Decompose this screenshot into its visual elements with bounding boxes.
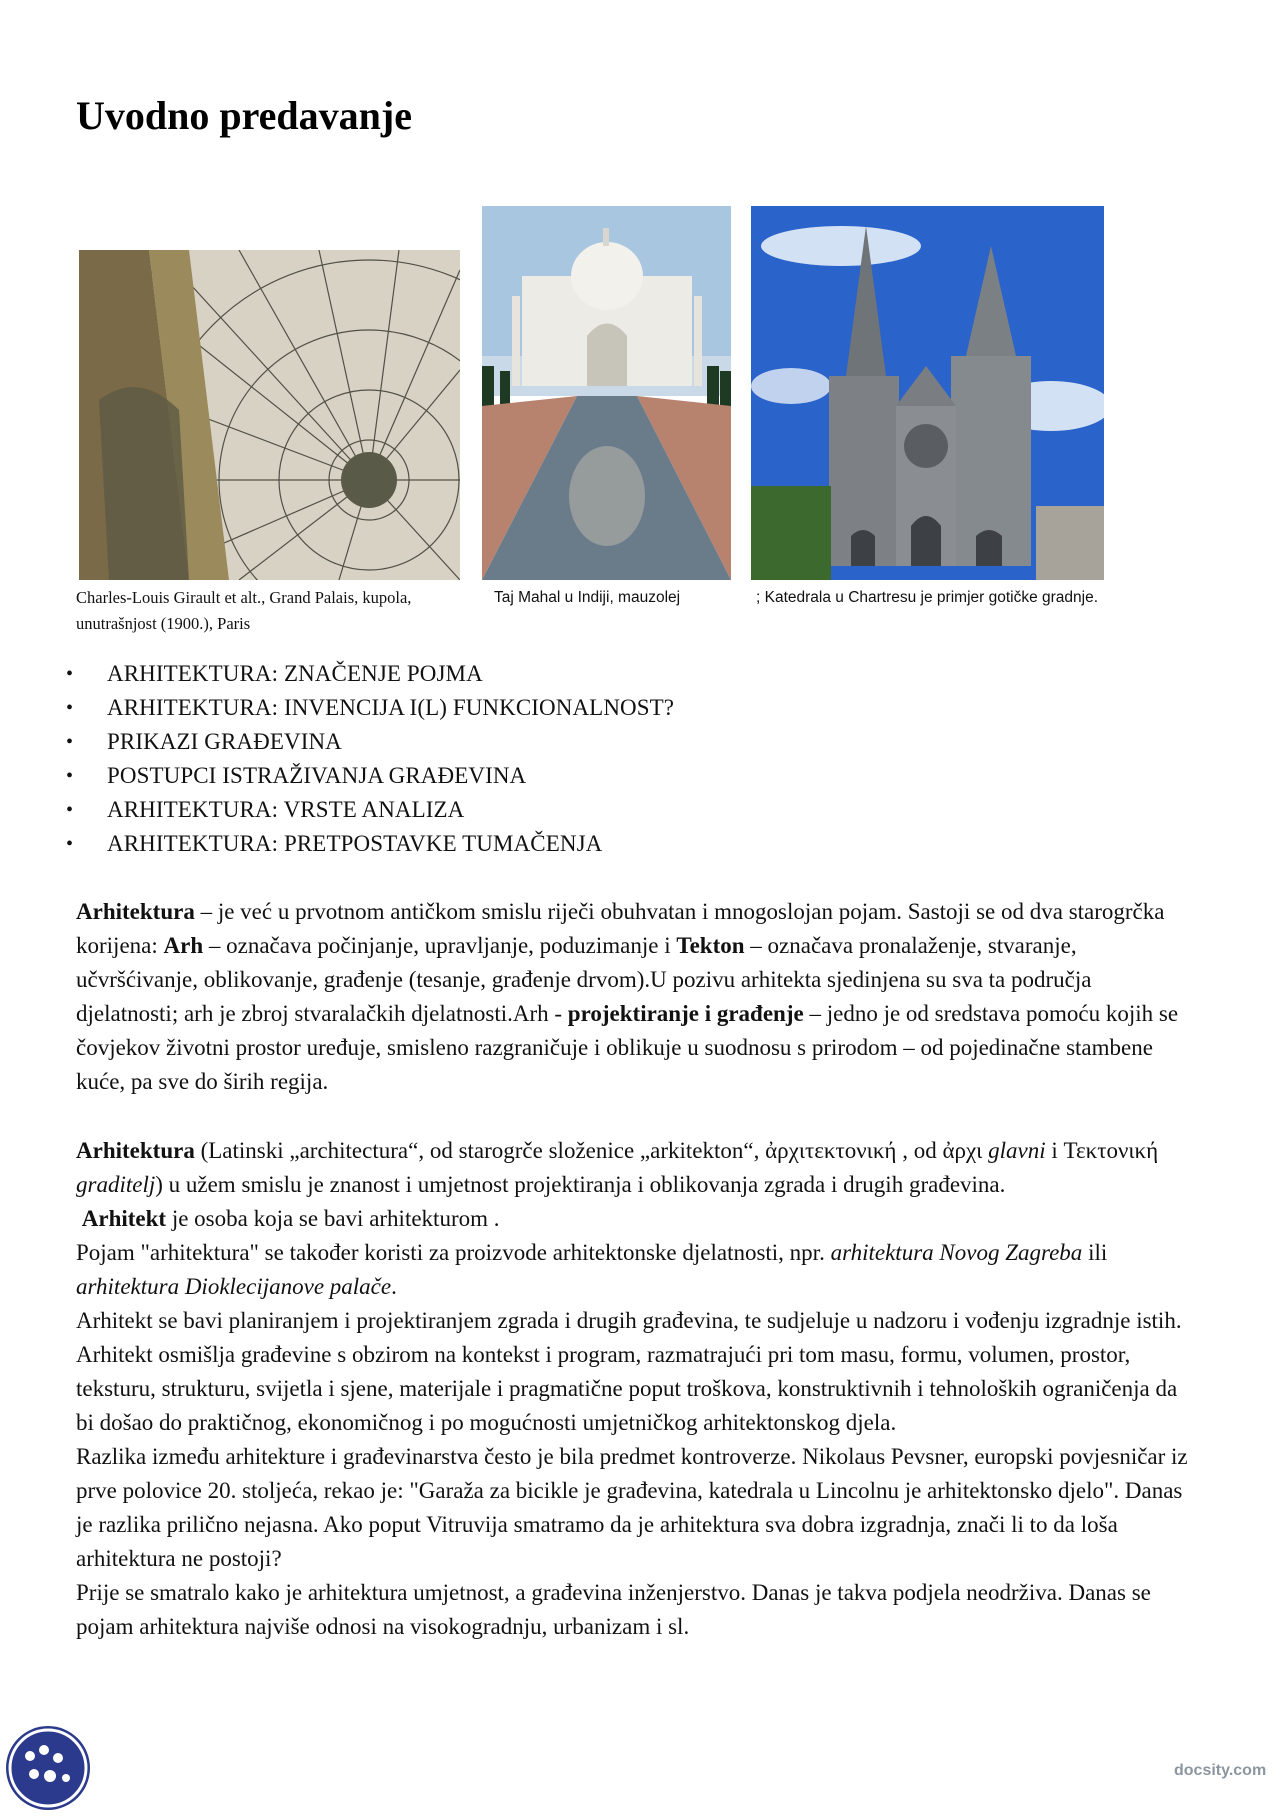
taj-mahal-caption: Taj Mahal u Indiji, mauzolej xyxy=(494,589,681,606)
usage-line xyxy=(76,1236,1196,1304)
bullet: • xyxy=(66,765,74,787)
chartres-cathedral-photo xyxy=(751,206,1104,580)
controversy-text: Razlika između arhitekture i građevinarstva često je bila predmet kontroverze. Nikolaus Pevsner, europski povjesničar iz prve polovice 20. stoljeća, rekao je: "Garaža za bicikle je građevina, katedrala u Lincolnu je arhitektonsko djelo". Danas je razlika prilično nejasna. Ako poput Vitruvija smatramo da je arhitektura sva dobra izgradnja, znači li to da loša arhitektura ne postoji? xyxy=(76,1444,1188,1571)
bold-term: Arhitektura xyxy=(76,1138,195,1163)
body-text: . xyxy=(391,1274,397,1299)
docsity-watermark: docsity.com xyxy=(1174,1762,1267,1779)
etymology-line xyxy=(76,1134,1196,1202)
body-text: je osoba koja se bavi arhitekturom . xyxy=(166,1206,500,1231)
docsity-logo xyxy=(0,1720,95,1811)
page-title: Uvodno predavanje xyxy=(76,93,412,138)
bullet: • xyxy=(66,663,74,685)
body-text: Pojam "arhitektura" se također koristi za proizvode arhitektonske djelatnosti, npr. xyxy=(76,1240,831,1265)
body-text: (Latinski „architectura“, od starogrče složenice „arkitekton“, ἀρχιτεκτονική , od ἀρχι xyxy=(194,1138,989,1163)
bold-term: Arhitektura xyxy=(76,899,195,924)
grand-palais-photo xyxy=(79,250,460,580)
bold-term: Tekton xyxy=(676,933,745,958)
list-item xyxy=(66,725,674,759)
body-text: ) u užem smislu je znanost i umjetnost projektiranja i oblikovanja zgrada i drugih građevina. xyxy=(155,1172,1006,1197)
body-text: – označava počinjanje, upravljanje, poduzimanje i xyxy=(203,933,677,958)
list-item xyxy=(66,691,674,725)
italic-term: graditelj xyxy=(76,1172,156,1197)
chartres-caption: ; Katedrala u Chartresu je primjer gotičke gradnje. xyxy=(756,589,1099,606)
grand-palais-caption: Charles-Louis Girault et alt., Grand Palais, kupola, unutrašnjost (1900.), Paris xyxy=(76,588,412,633)
bold-term: Arhitekt xyxy=(81,1206,167,1231)
topic-label: ARHITEKTURA: PRETPOSTAVKE TUMAČENJA xyxy=(107,831,603,856)
bold-term: projektiranje i građenje xyxy=(567,1001,804,1026)
topic-label: PRIKAZI GRAĐEVINA xyxy=(107,729,342,754)
body-text: – označava pronalaženje, stvaranje, učvršćivanje, oblikovanje, građenje (tesanje, građenje drvom).U pozivu arhitekta sjedinjena su sva ta područja djelatnosti; arh je zbroj stvaralačkih djelatnosti.Arh - xyxy=(76,933,1092,1026)
list-item xyxy=(66,657,674,691)
list-item xyxy=(66,827,674,861)
body-text: i Τεκτονική xyxy=(1045,1138,1159,1163)
body-text: – jedno je od sredstava pomoću kojih se čovjekov životni prostor uređuje, smisleno razgraničuje i oblikuje u suodnosu s prirodom – od pojedinačne stambene kuće, pa sve do širih regija. xyxy=(76,1001,1179,1094)
italic-term: arhitektura Dioklecijanove palače xyxy=(76,1274,392,1299)
topic-label: POSTUPCI ISTRAŽIVANJA GRAĐEVINA xyxy=(107,763,527,788)
list-item xyxy=(66,759,674,793)
taj-mahal-photo xyxy=(482,206,731,580)
list-item xyxy=(66,793,674,827)
etymology-paragraph xyxy=(76,1134,1196,1644)
topic-label: ARHITEKTURA: ZNAČENJE POJMA xyxy=(107,661,483,686)
topic-list xyxy=(66,657,674,861)
bullet: • xyxy=(66,799,74,821)
architect-role-text: Arhitekt se bavi planiranjem i projektiranjem zgrada i drugih građevina, te sudjeluje u nadzoru i vođenju izgradnje istih. Arhitekt osmišlja građevine s obzirom na kontekst i program, razmatrajući pri tom masu, formu, volumen, prostor, teksturu, strukturu, svijetla i sjene, materijale i pragmatične poput troškova, konstruktivnih i tehnoloških ograničenja da bi došao do praktičnog, ekonomičnog i po mogućnosti umjetničkog arhitektonskog djela. xyxy=(76,1308,1182,1435)
conclusion-text: Prije se smatralo kako je arhitektura umjetnost, a građevina inženjerstvo. Danas je takva podjela neodrživa. Danas se pojam arhitektura najviše odnosi na visokogradnju, urbanizam i sl. xyxy=(76,1580,1151,1639)
architect-line xyxy=(76,1202,1196,1236)
italic-term: arhitektura Novog Zagreba xyxy=(830,1240,1083,1265)
definition-paragraph xyxy=(76,895,1196,1099)
bullet: • xyxy=(66,697,74,719)
topic-label: ARHITEKTURA: INVENCIJA I(L) FUNKCIONALNOST? xyxy=(107,695,675,720)
topic-label: ARHITEKTURA: VRSTE ANALIZA xyxy=(107,797,465,822)
body-text: ili xyxy=(1082,1240,1108,1265)
bold-term: Arh xyxy=(163,933,204,958)
body-text: – je već u prvotnom antičkom smislu riječi obuhvatan i mnogoslojan pojam. Sastoji se od dva starogrčka korijena: xyxy=(76,899,1165,958)
bullet: • xyxy=(66,731,74,753)
bullet: • xyxy=(66,833,74,855)
italic-term: glavni xyxy=(988,1138,1046,1163)
